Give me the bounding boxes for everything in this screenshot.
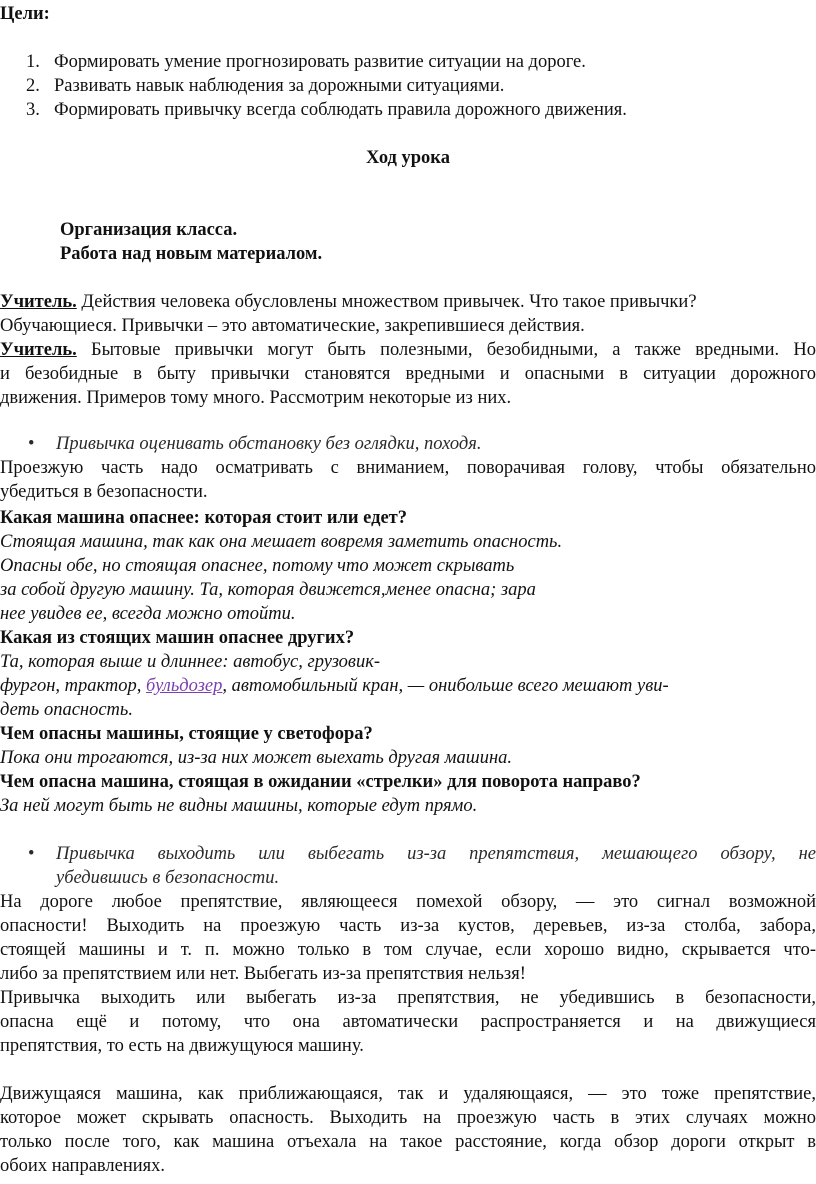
- paragraph-line: обоих направлениях.: [0, 1156, 166, 1176]
- paragraph-line: только после того, как машина отъехала на такое расстояние, когда обзор дороги открыт в: [0, 1132, 816, 1152]
- habit-1-desc: убедиться в безопасности.: [0, 482, 208, 502]
- paragraph-line: Привычка выходить или выбегать из-за препятствия, не убедившись в безопасности,: [0, 988, 816, 1008]
- bulldozer-link[interactable]: бульдозер: [146, 676, 223, 696]
- habit-2-title: [28, 842, 816, 866]
- lesson-title: Ход урока: [366, 148, 450, 168]
- question-3: Чем опасны машины, стоящие у светофора?: [0, 724, 373, 744]
- question-2: Какая из стоящих машин опаснее других?: [0, 628, 355, 648]
- habit-title-text: Привычка выходить или выбегать из-за препятствия, мешающего обзору, не: [56, 844, 816, 864]
- teacher-paragraph-line: движения. Примеров тому много. Рассмотрим некоторые из них.: [0, 388, 512, 408]
- goal-text: Формировать привычку всегда соблюдать правила дорожного движения.: [54, 100, 627, 120]
- answer-2: [0, 674, 816, 698]
- question-1: Какая машина опаснее: которая стоит или едет?: [0, 508, 408, 528]
- goal-text: Формировать умение прогнозировать развитие ситуации на дороге.: [54, 52, 586, 72]
- habit-2-title: убедившись в безопасности.: [56, 868, 280, 888]
- teacher-text: Бытовые привычки могут быть полезными, безобидными, а также вредными. Но: [76, 340, 816, 360]
- teacher-text: Действия человека обусловлены множеством привычек. Что такое привычки?: [76, 292, 697, 312]
- goal-number: 1.: [26, 52, 40, 72]
- goal-text: Развивать навык наблюдения за дорожными ситуациями.: [54, 76, 505, 96]
- answer-1: за собой другую машину. Та, которая движется,менее опасна; зара: [0, 580, 536, 600]
- paragraph-line: либо за препятствием или нет. Выбегать из-за препятствия нельзя!: [0, 964, 526, 984]
- students-answer: Обучающиеся. Привычки – это автоматические, закрепившиеся действия.: [0, 316, 585, 336]
- paragraph-line: На дороге любое препятствие, являющееся помехой обзору, — это сигнал возможной: [0, 892, 816, 912]
- answer-text: фургон, трактор,: [0, 676, 147, 696]
- habit-1-desc: Проезжую часть надо осматривать с вниманием, поворачивая голову, чтобы обязательно: [0, 458, 816, 478]
- speaker-label: Учитель.: [0, 292, 77, 312]
- paragraph-line: которое может скрывать опасность. Выходить на проезжую часть в этих случаях можно: [0, 1108, 816, 1128]
- answer-2: Та, которая выше и длиннее: автобус, грузовик-: [0, 652, 381, 672]
- paragraph-line: препятствия, то есть на движущуюся машину.: [0, 1036, 364, 1056]
- teacher-paragraph-line: и безобидные в быту привычки становятся вредными и опасными в ситуации дорожного: [0, 364, 816, 384]
- answer-1: Стоящая машина, так как она мешает вовремя заметить опасность.: [0, 532, 563, 552]
- teacher-question: [0, 290, 816, 314]
- question-4: Чем опасна машина, стоящая в ожидании «стрелки» для поворота направо?: [0, 772, 641, 792]
- goal-item-1: [26, 50, 816, 74]
- speaker-label: Учитель.: [0, 340, 77, 360]
- habit-1-title: [28, 432, 816, 456]
- teacher-paragraph-line: [0, 338, 816, 362]
- goal-number: 3.: [26, 100, 40, 120]
- answer-text: , автомобильный кран, — онибольше всего мешают уви-: [222, 676, 669, 696]
- section-organization: Организация класса.: [60, 220, 238, 240]
- bullet-icon: •: [28, 844, 35, 864]
- answer-2: деть опасность.: [0, 700, 133, 720]
- bullet-icon: •: [28, 434, 35, 454]
- paragraph-line: опасности! Выходить на проезжую часть из-за кустов, деревьев, из-за столба, забора,: [0, 916, 816, 936]
- paragraph-line: Движущаяся машина, как приближающаяся, так и удаляющаяся, — это тоже препятствие,: [0, 1084, 816, 1104]
- answer-1: Опасны обе, но стоящая опаснее, потому что может скрывать: [0, 556, 515, 576]
- answer-4: За ней могут быть не видны машины, которые едут прямо.: [0, 796, 478, 816]
- goals-heading: Цели:: [0, 4, 50, 24]
- habit-title-text: Привычка оценивать обстановку без оглядки, походя.: [56, 434, 482, 454]
- answer-3: Пока они трогаются, из-за них может выехать другая машина.: [0, 748, 513, 768]
- answer-1: нее увидев ее, всегда можно отойти.: [0, 604, 296, 624]
- section-new-material: Работа над новым материалом.: [60, 244, 323, 264]
- goal-number: 2.: [26, 76, 40, 96]
- paragraph-line: стоящей машины и т. п. можно только в том случае, если хорошо видно, скрывается что-: [0, 940, 816, 960]
- goal-item-3: [26, 98, 816, 122]
- paragraph-line: опасна ещё и потому, что она автоматически распространяется и на движущиеся: [0, 1012, 816, 1032]
- goal-item-2: [26, 74, 816, 98]
